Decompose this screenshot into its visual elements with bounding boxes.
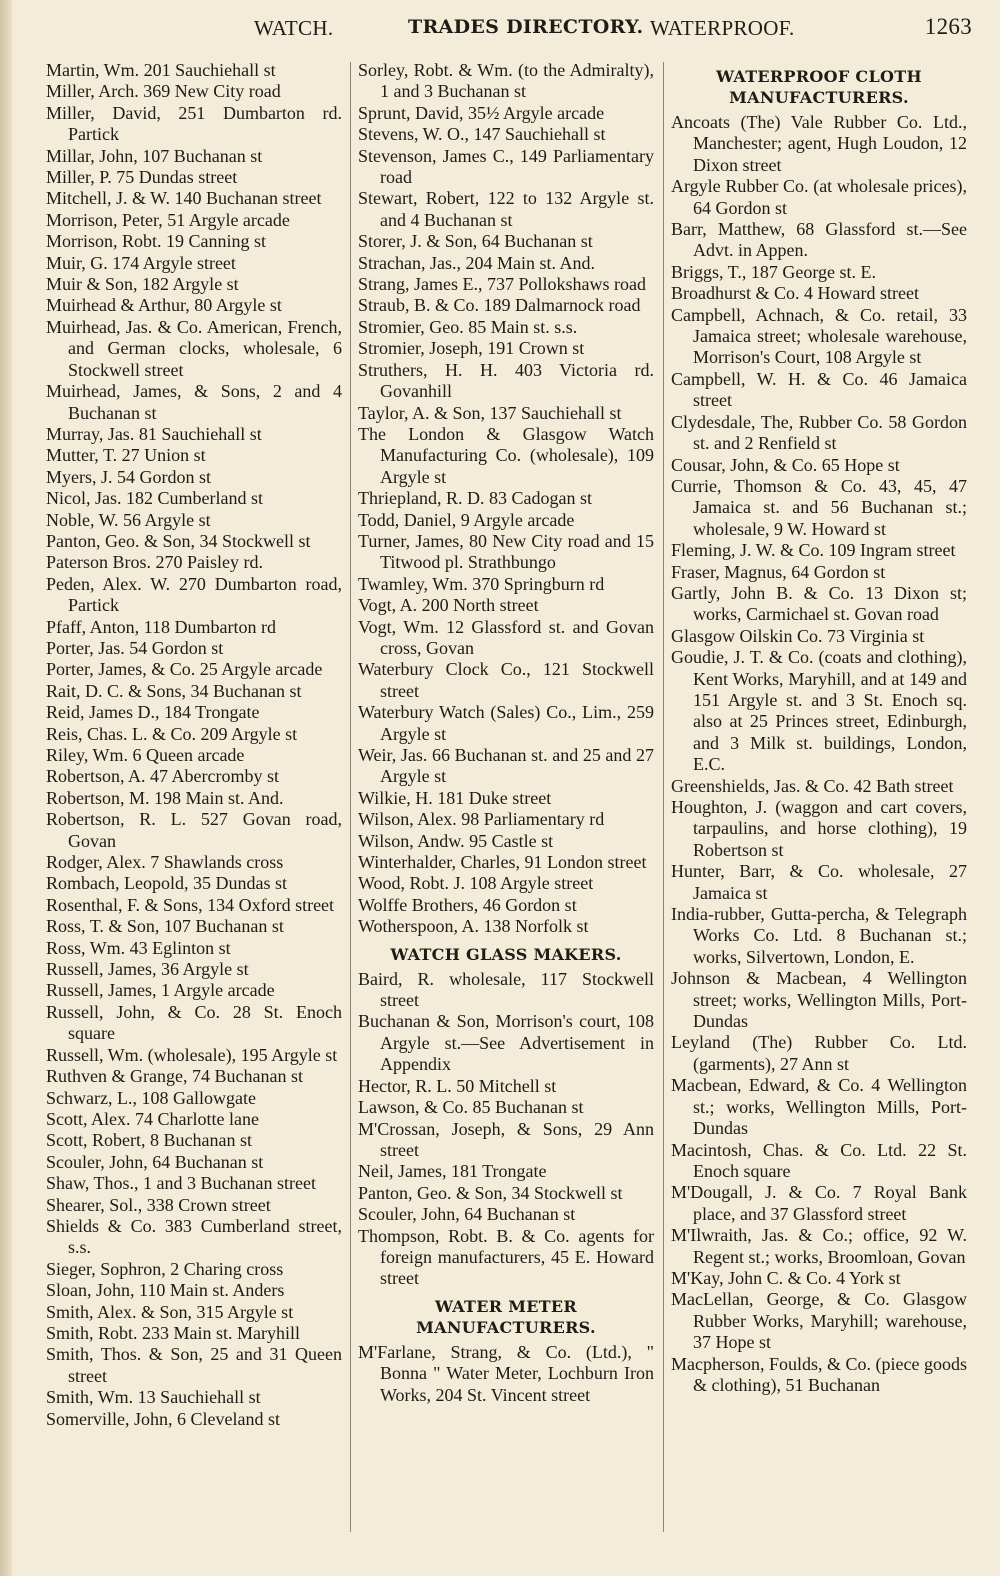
directory-entry: Schwarz, L., 108 Gallowgate [46,1087,256,1108]
directory-entry: Macintosh, Chas. & Co. Ltd. 22 St. Enoch square [671,1139,967,1181]
directory-entry: Fraser, Magnus, 64 Gordon st [671,561,886,582]
directory-column-3 [671,60,967,1396]
directory-entry: Campbell, W. H. & Co. 46 Jamaica street [671,368,967,411]
directory-entry: Millar, John, 107 Buchanan st [46,145,263,166]
directory-entry: Scott, Robert, 8 Buchanan st [46,1130,252,1151]
directory-entry: M'Ilwraith, Jas. & Co.; office, 92 W. Regent st.; works, Broomloan, Govan [671,1225,967,1267]
directory-entry: Porter, James, & Co. 25 Argyle arcade [46,659,323,680]
directory-entry: Baird, R. wholesale, 117 Stockwell street [358,968,654,1011]
directory-entry: Stromier, Geo. 85 Main st. s.s. [358,316,578,337]
directory-entry: M'Farlane, Strang, & Co. (Ltd.), " Bonna " Water Meter, Lochburn Iron Works, 204 St. Vincent street [358,1341,654,1405]
directory-entry: Hunter, Barr, & Co. wholesale, 27 Jamaica st [671,861,967,903]
directory-entry: Muir, G. 174 Argyle street [46,252,236,273]
directory-entry: Glasgow Oilskin Co. 73 Virginia st [671,625,925,646]
directory-entry: Stewart, Robert, 122 to 132 Argyle st. and 4 Buchanan st [358,188,654,230]
directory-entry: Neil, James, 181 Trongate [358,1161,547,1182]
section-heading: WATER METER MANUFACTURERS. [416,1296,596,1337]
directory-entry: M'Dougall, J. & Co. 7 Royal Bank place, and 37 Glassford street [671,1182,967,1224]
directory-entry: Shaw, Thos., 1 and 3 Buchanan street [46,1173,316,1194]
directory-entry: Straub, B. & Co. 189 Dalmarnock road [358,295,641,316]
directory-entry: Vogt, A. 200 North street [358,595,539,616]
directory-entry: Porter, Jas. 54 Gordon st [46,637,224,658]
directory-entry: Ross, Wm. 43 Eglinton st [46,937,231,958]
directory-entry: Sprunt, David, 35½ Argyle arcade [358,102,605,123]
directory-entry: Russell, Wm. (wholesale), 195 Argyle st [46,1044,338,1065]
directory-entry: Gartly, John B. & Co. 13 Dixon st; works, Carmichael st. Govan road [671,582,967,625]
section-heading: WATERPROOF CLOTH MANUFACTURERS. [716,67,922,107]
directory-entry: The London & Glasgow Watch Manufacturing Co. (wholesale), 109 Argyle st [358,423,654,487]
directory-entry: Leyland (The) Rubber Co. Ltd. (garments), 27 Ann st [671,1032,967,1074]
directory-entry: Muirhead, James, & Sons, 2 and 4 Buchanan st [46,381,342,423]
directory-entry: Russell, James, 1 Argyle arcade [46,980,275,1001]
directory-entry: Martin, Wm. 201 Sauchiehall st [46,60,276,80]
directory-entry: Turner, James, 80 New City road and 15 Titwood pl. Strathbungo [358,530,654,573]
directory-entry: Muirhead, Jas. & Co. American, French, and German clocks, wholesale, 6 Stockwell street [46,316,342,380]
directory-entry: Macpherson, Foulds, & Co. (piece goods & clothing), 51 Buchanan [671,1353,967,1395]
directory-entry: Wilson, Andw. 95 Castle st [358,830,554,851]
directory-entry: Smith, Wm. 13 Sauchiehall st [46,1387,261,1408]
directory-entry: Wilson, Alex. 98 Parliamentary rd [358,809,605,830]
directory-entry: Strang, James E., 737 Pollokshaws road [358,274,646,295]
directory-entry: Greenshields, Jas. & Co. 42 Bath street [671,775,954,796]
directory-entry: Macbean, Edward, & Co. 4 Wellington st.; works, Wellington Mills, Port-Dundas [671,1075,967,1139]
directory-entry: Paterson Bros. 270 Paisley rd. [46,552,263,573]
directory-entry: Goudie, J. T. & Co. (coats and clothing), Kent Works, Maryhill, and at 149 and 151 Argyle st. and 3 St. Enoch sq. also at 25 Princes street, Edinburgh, and 3 Milk st. buildings, London, E.C. [671,647,967,775]
directory-entry: Reis, Chas. L. & Co. 209 Argyle st [46,723,298,744]
header-left-word: WATCH. [254,16,334,40]
directory-entry: Mutter, T. 27 Union st [46,445,206,466]
directory-entry: Twamley, Wm. 370 Springburn rd [358,573,605,594]
directory-entry: Winterhalder, Charles, 91 London street [358,852,647,873]
directory-entry: Cousar, John, & Co. 65 Hope st [671,454,900,475]
directory-entry: Stevenson, James C., 149 Parliamentary road [358,145,654,188]
directory-entry: Pfaff, Anton, 118 Dumbarton rd [46,616,276,637]
directory-entry: Waterbury Clock Co., 121 Stockwell street [358,659,654,701]
directory-entry: Morrison, Peter, 51 Argyle arcade [46,209,290,230]
directory-entry: Smith, Robt. 233 Main st. Maryhill [46,1322,301,1343]
directory-entry: Waterbury Watch (Sales) Co., Lim., 259 Argyle st [358,702,654,744]
directory-entry: Struthers, H. H. 403 Victoria rd. Govanhill [358,359,654,402]
directory-entry: Miller, P. 75 Dundas street [46,167,238,188]
directory-entry: Riley, Wm. 6 Queen arcade [46,745,245,765]
directory-entry: Miller, Arch. 369 New City road [46,81,281,102]
directory-column-2 [358,60,654,1406]
directory-entry: Strachan, Jas., 204 Main st. And. [358,252,595,273]
directory-entry: Smith, Thos. & Son, 25 and 31 Queen street [46,1344,342,1386]
directory-entry: Buchanan & Son, Morrison's court, 108 Argyle st.—See Advertisement in Appendix [358,1011,654,1075]
directory-entry: Wilkie, H. 181 Duke street [358,787,552,808]
running-header [40,12,978,52]
directory-entry: Muirhead & Arthur, 80 Argyle st [46,295,282,316]
column-divider [663,62,664,1532]
directory-entry: India-rubber, Gutta-percha, & Telegraph Works Co. Ltd. 8 Buchanan st.; works, Silvertown, London, E. [671,904,967,967]
directory-entry: Hector, R. L. 50 Mitchell st [358,1075,557,1096]
directory-entry: Murray, Jas. 81 Sauchiehall st [46,423,262,444]
directory-entry: MacLellan, George, & Co. Glasgow Rubber Works, Maryhill; warehouse, 37 Hope st [671,1289,967,1353]
directory-entry: Wolffe Brothers, 46 Gordon st [358,894,577,915]
directory-entry: M'Crossan, Joseph, & Sons, 29 Ann street [358,1118,654,1160]
directory-entry: Shields & Co. 383 Cumberland street, s.s. [46,1215,342,1258]
directory-entry: Ruthven & Grange, 74 Buchanan st [46,1066,303,1087]
directory-entry: Vogt, Wm. 12 Glassford st. and Govan cross, Govan [358,616,654,658]
header-title: TRADES DIRECTORY. [408,16,644,38]
directory-entry: Smith, Alex. & Son, 315 Argyle st [46,1301,294,1322]
directory-entry: Thriepland, R. D. 83 Cadogan st [358,488,592,509]
directory-entry: Thompson, Robt. B. & Co. agents for foreign manufacturers, 45 E. Howard street [358,1225,654,1289]
directory-entry: Ancoats (The) Vale Rubber Co. Ltd., Manchester; agent, Hugh Loudon, 12 Dixon street [671,112,967,175]
directory-entry: Currie, Thomson & Co. 43, 45, 47 Jamaica st. and 56 Buchanan st.; wholesale, 9 W. Howard st [671,475,967,539]
directory-entry: Rodger, Alex. 7 Shawlands cross [46,852,284,873]
directory-entry: Robertson, M. 198 Main st. And. [46,787,284,808]
directory-entry: Reid, James D., 184 Trongate [46,702,260,723]
directory-entry: Muir & Son, 182 Argyle st [46,274,239,295]
directory-entry: Somerville, John, 6 Cleveland st [46,1408,280,1429]
directory-entry: Scott, Alex. 74 Charlotte lane [46,1108,259,1129]
directory-entry: Scouler, John, 64 Buchanan st [358,1204,576,1225]
directory-entry: Stromier, Joseph, 191 Crown st [358,338,585,359]
directory-entry: Campbell, Achnach, & Co. retail, 33 Jamaica street; wholesale warehouse, Morrison's Court, 108 Argyle st [671,304,967,368]
directory-entry: Rosenthal, F. & Sons, 134 Oxford street [46,894,335,915]
directory-entry: Storer, J. & Son, 64 Buchanan st [358,231,593,252]
directory-entry: Morrison, Robt. 19 Canning st [46,231,267,252]
directory-entry: M'Kay, John C. & Co. 4 York st [671,1267,901,1288]
directory-entry: Mitchell, J. & W. 140 Buchanan street [46,188,322,209]
directory-entry: Peden, Alex. W. 270 Dumbarton road, Partick [46,573,342,616]
directory-entry: Nicol, Jas. 182 Cumberland st [46,488,263,509]
directory-entry: Sloan, John, 110 Main st. Anders [46,1280,285,1301]
directory-entry: Myers, J. 54 Gordon st [46,466,211,487]
directory-entry: Clydesdale, The, Rubber Co. 58 Gordon st. and 2 Renfield st [671,411,967,454]
directory-entry: Sorley, Robt. & Wm. (to the Admiralty), 1 and 3 Buchanan st [358,60,654,102]
directory-entry: Rombach, Leopold, 35 Dundas st [46,873,287,894]
directory-entry: Noble, W. 56 Argyle st [46,509,211,530]
header-right-word: WATERPROOF. [650,16,795,40]
directory-entry: Briggs, T., 187 George st. E. [671,261,876,282]
directory-entry: Taylor, A. & Son, 137 Sauchiehall st [358,402,622,423]
directory-entry: Scouler, John, 64 Buchanan st [46,1151,264,1172]
directory-entry: Johnson & Macbean, 4 Wellington street; works, Wellington Mills, Port-Dundas [671,968,967,1032]
directory-entry: Panton, Geo. & Son, 34 Stockwell st [46,530,311,551]
directory-entry: Houghton, J. (waggon and cart covers, tarpaulins, and horse clothing), 19 Robertson st [671,797,967,860]
directory-entry: Russell, James, 36 Argyle st [46,959,249,980]
directory-entry: Robertson, R. L. 527 Govan road, Govan [46,809,342,851]
directory-entry: Todd, Daniel, 9 Argyle arcade [358,509,575,530]
column-divider [350,62,351,1532]
directory-entry: Stevens, W. O., 147 Sauchiehall st [358,124,606,145]
directory-entry: Barr, Matthew, 68 Glassford st.—See Advt. in Appen. [671,219,967,261]
directory-entry: Fleming, J. W. & Co. 109 Ingram street [671,540,956,561]
directory-entry: Sieger, Sophron, 2 Charing cross [46,1258,284,1279]
directory-entry: Lawson, & Co. 85 Buchanan st [358,1097,584,1118]
directory-entry: Wood, Robt. J. 108 Argyle street [358,873,594,894]
directory-entry: Russell, John, & Co. 28 St. Enoch square [46,1001,342,1044]
directory-entry: Robertson, A. 47 Abercromby st [46,766,279,787]
directory-entry: Argyle Rubber Co. (at wholesale prices), 64 Gordon st [671,176,967,218]
section-heading: WATCH GLASS MAKERS. [390,944,622,964]
directory-entry: Miller, David, 251 Dumbarton rd. Partick [46,102,342,145]
directory-entry: Panton, Geo. & Son, 34 Stockwell st [358,1182,623,1203]
page-binding-edge [0,0,12,1576]
directory-entry: Shearer, Sol., 338 Crown street [46,1194,271,1215]
directory-column-1 [46,60,342,1430]
directory-entry: Rait, D. C. & Sons, 34 Buchanan st [46,680,302,701]
page-number: 1263 [924,14,972,39]
directory-entry: Broadhurst & Co. 4 Howard street [671,283,919,304]
directory-entry: Ross, T. & Son, 107 Buchanan st [46,916,284,937]
directory-entry: Wotherspoon, A. 138 Norfolk st [358,916,589,937]
directory-entry: Weir, Jas. 66 Buchanan st. and 25 and 27 Argyle st [358,745,654,787]
